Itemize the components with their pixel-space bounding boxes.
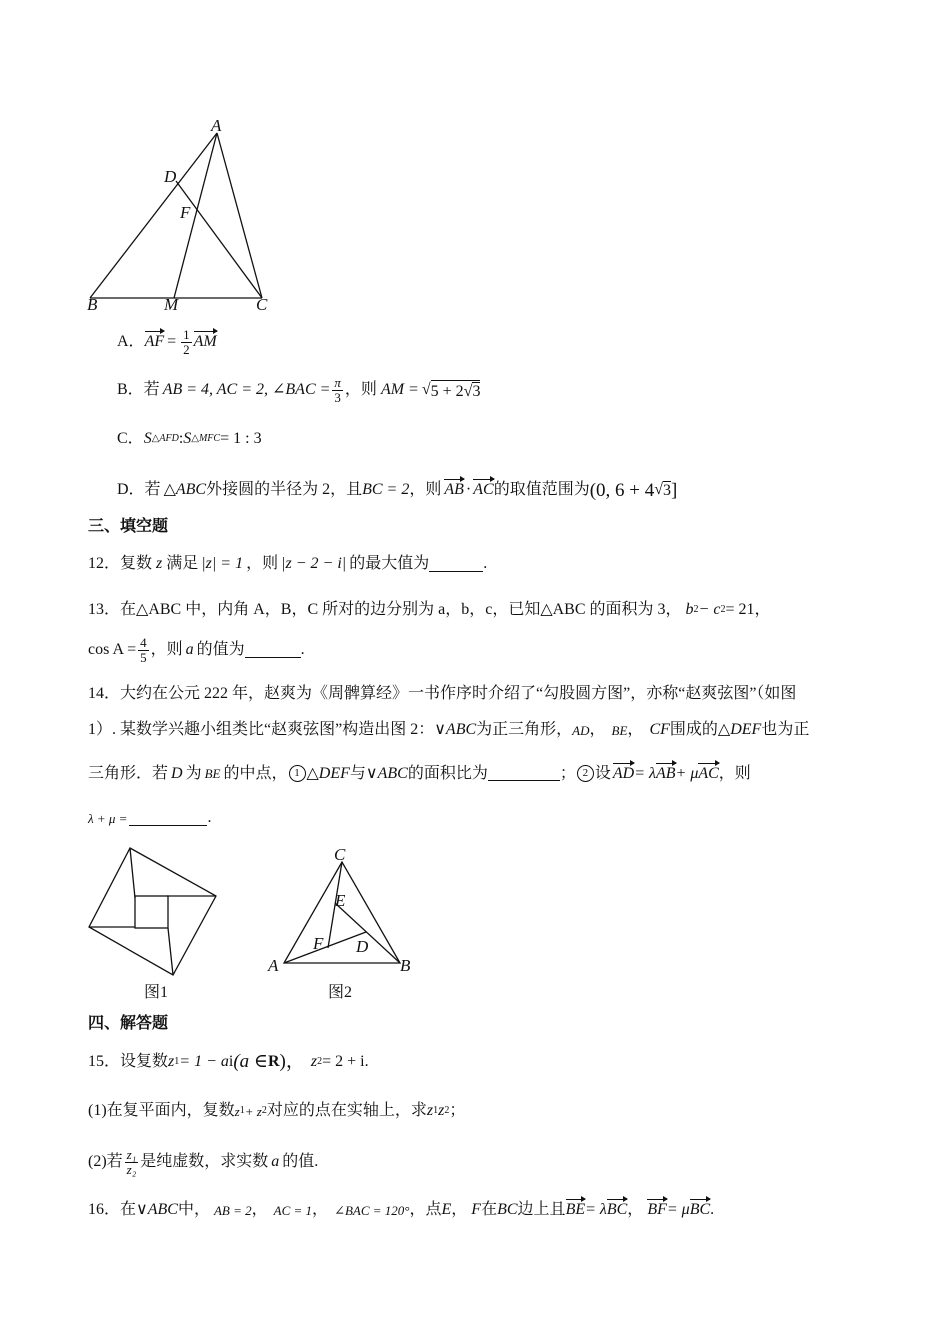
option-d[interactable] — [117, 478, 677, 502]
question-16 — [88, 1202, 714, 1218]
radical-body — [431, 380, 481, 400]
p2b: 是纯虚数，求实数 — [140, 1153, 269, 1170]
tri-abc: ∨ABC — [434, 721, 477, 738]
fraction-half — [181, 328, 192, 356]
fig2-label-D: D — [356, 937, 369, 956]
range-close: ] — [671, 479, 678, 501]
q14-line2a: 1）. 某数学兴趣小组类比“赵爽弦图”构造出图 2： — [88, 721, 435, 738]
q13-t2: ，则 — [150, 641, 183, 658]
q14-line3c: 为 — [185, 764, 202, 782]
q12-t3: ，则 — [246, 555, 279, 572]
q14-line2c: 为正三角形， — [476, 721, 573, 738]
paren-open: (a ∈ — [233, 1051, 268, 1072]
colon: : — [178, 430, 184, 447]
fraction-4-5 — [138, 636, 149, 664]
frac-den: z₂ — [126, 1161, 137, 1177]
reals-R: R — [267, 1052, 280, 1070]
question-15 — [88, 1052, 369, 1071]
q14-num: 14． — [88, 685, 121, 702]
p2c: 的值. — [282, 1153, 319, 1170]
question-14-line1 — [88, 686, 796, 702]
q16-end: . — [710, 1201, 715, 1218]
inner-radical: 3 — [472, 383, 481, 400]
figure-1-caption: 图1 — [144, 984, 169, 1001]
option-b-cond: AB = 4, AC = 2, ∠BAC = — [162, 381, 331, 398]
answer-blank-2[interactable] — [129, 811, 207, 826]
q14-line3g: 与 — [349, 764, 366, 782]
option-a[interactable] — [117, 324, 217, 360]
area-s2: S — [183, 430, 192, 447]
p1-cs1: 1 — [433, 1105, 439, 1116]
circled-2: 2 — [577, 765, 594, 782]
imag-i: i — [228, 1052, 234, 1070]
vector-am: AM — [193, 333, 217, 350]
vector-bf: BF — [647, 1201, 667, 1218]
question-15-part2 — [88, 1142, 318, 1182]
mu-term: + μ — [675, 764, 699, 782]
frac-num: 4 — [140, 634, 147, 650]
z1-sub: 1 — [174, 1055, 180, 1067]
option-d-text2: ，则 — [409, 481, 442, 498]
fig2-label-B: B — [400, 956, 411, 975]
label-D: D — [164, 167, 177, 186]
frac-den: 3 — [334, 389, 341, 405]
p1-c: z — [426, 1102, 434, 1119]
answer-blank-1[interactable] — [488, 766, 560, 781]
section-4-title: 四、解答题 — [88, 1015, 169, 1032]
seg-be: BE — [611, 722, 628, 738]
label-B: B — [87, 295, 98, 314]
area-s1-sub: △AFD — [151, 433, 179, 444]
fig2-label-C: C — [334, 845, 346, 864]
eq-b: b — [685, 601, 694, 618]
z2-eq: = 2 + i. — [322, 1052, 369, 1070]
p1-s1: 1 — [239, 1105, 245, 1116]
vector-ac: AC — [473, 481, 494, 498]
option-b[interactable] — [117, 371, 480, 409]
p2a: (2)若 — [88, 1153, 123, 1170]
question-13-line2 — [88, 632, 305, 668]
label-M: M — [164, 295, 179, 314]
vector-ad: AD — [612, 764, 635, 782]
var-z2: z — [310, 1052, 318, 1070]
paren-close: )， — [279, 1051, 305, 1072]
p1-s2: 2 — [261, 1105, 267, 1116]
vector-be: BE — [565, 1201, 586, 1218]
p1-ds2: 2 — [444, 1105, 450, 1116]
q14-line3j: ； — [559, 764, 576, 782]
option-b-then: ，则 — [344, 381, 377, 398]
radical-sign: √ — [421, 381, 431, 398]
frac-num: z₁ — [126, 1146, 137, 1162]
var-a: a — [185, 641, 194, 658]
label-A: A — [211, 116, 222, 135]
figure-2-caption: 图2 — [328, 984, 353, 1001]
fig2-label-F: F — [313, 934, 324, 953]
point-d: D — [171, 764, 183, 782]
eq-mid: − c — [698, 601, 721, 618]
q16-num: 16． — [88, 1201, 121, 1218]
tri-def: △DEF — [717, 721, 762, 738]
eq-end: = 21， — [725, 601, 771, 618]
q13-end: . — [300, 641, 305, 658]
q16-t4: 在 — [481, 1201, 498, 1218]
label-F: F — [180, 203, 191, 222]
tri-def-2: △DEF — [306, 764, 350, 782]
vector-ab: AB — [444, 481, 464, 498]
p1-plus: + z — [244, 1103, 262, 1119]
equals: = — [167, 333, 177, 350]
q12-t2: 满足 — [166, 555, 199, 572]
q14-line2e: ， — [589, 721, 606, 738]
q16-tri: ∨ABC — [136, 1201, 178, 1218]
sup-2b: 2 — [720, 604, 726, 615]
p1a: (1)在复平面内，复数 — [88, 1102, 235, 1119]
label-C: C — [256, 295, 268, 314]
q14-line3n: ，则 — [718, 764, 751, 782]
q13-t3: 的值为 — [196, 641, 245, 658]
q16-t2: 中， — [177, 1201, 210, 1218]
frac-num: π — [334, 374, 341, 390]
q14-line1: 大约在公元 222 年，赵爽为《周髀算经》一书作序时介绍了“勾股圆方图”，亦称“赵爽弦图”（如图 — [120, 685, 797, 702]
answer-blank[interactable] — [245, 643, 301, 658]
q16-ac: AC = 1 — [273, 1202, 313, 1218]
frac-den: 2 — [183, 341, 190, 357]
q14-end: . — [207, 809, 212, 826]
q14-line3a: 三角形．若 — [88, 764, 169, 782]
question-13-line1 — [88, 602, 770, 618]
q14-line3e: 的中点， — [223, 764, 288, 782]
question-15-part1 — [88, 1103, 465, 1119]
q16-angle: ∠BAC = 120° — [334, 1202, 410, 1218]
q14-line3k: 设 — [594, 764, 611, 782]
option-b-label: B．若 — [117, 381, 160, 398]
answer-blank[interactable] — [429, 557, 483, 572]
q16-c1: ， — [251, 1201, 268, 1218]
q12-end: . — [483, 555, 488, 572]
frac-den: 5 — [140, 649, 147, 665]
q14-line2g: ， — [627, 721, 644, 738]
frac-num: 1 — [183, 326, 190, 342]
vector-ac-2: AC — [698, 764, 719, 782]
q16-E: E — [441, 1201, 452, 1218]
abs-expr: |z − 2 − i| — [281, 555, 347, 572]
q16-eq1: = λ — [585, 1201, 607, 1218]
q16-t5: 边上且 — [517, 1201, 566, 1218]
option-d-text3: 的取值范围为 — [493, 481, 590, 498]
vector-bc-2: BC — [689, 1201, 711, 1218]
option-c-label: C． — [117, 430, 144, 447]
radical-inner: 5 + 2 — [430, 383, 464, 400]
figure-1-zhao-shuang — [88, 845, 228, 985]
q14-line2k: 也为正 — [761, 721, 810, 738]
question-12 — [88, 556, 487, 572]
fraction-z1-z2 — [125, 1148, 139, 1176]
q12-t4: 的最大值为 — [349, 555, 430, 572]
q15-num: 15． — [88, 1052, 121, 1070]
dot: · — [465, 481, 472, 498]
q12-t1: 复数 — [120, 555, 153, 572]
option-c[interactable] — [117, 428, 262, 450]
q16-bc: BC — [497, 1201, 518, 1218]
q16-c3: ， — [451, 1201, 468, 1218]
q14-line2i: 围成的 — [669, 721, 718, 738]
q16-ab: AB = 2 — [213, 1202, 252, 1218]
q14-line3i: 的面积比为 — [407, 764, 488, 782]
z2-sub: 2 — [317, 1055, 323, 1067]
p1-z: z — [234, 1103, 240, 1119]
option-b-am: AM = — [380, 381, 419, 398]
circled-1: 1 — [289, 765, 306, 782]
vector-ab-2: AB — [655, 764, 676, 782]
q16-t3: ，点 — [409, 1201, 442, 1218]
seg-ad: AD — [572, 722, 590, 738]
question-14-line2 — [88, 722, 809, 738]
fig2-label-A: A — [268, 956, 279, 975]
fraction-pi-3 — [332, 376, 343, 404]
range-open: (0, 6 + 4 — [589, 479, 655, 501]
q16-eq2: = μ — [666, 1201, 690, 1218]
question-14-line4 — [88, 810, 211, 826]
vector-af: AF — [144, 333, 165, 350]
fig2-label-E: E — [335, 891, 346, 910]
area-s1: S — [143, 430, 152, 447]
p1e: ； — [449, 1102, 466, 1119]
option-d-label: D．若 — [117, 481, 161, 498]
option-d-text1: 外接圆的半径为 2，且 — [206, 481, 363, 498]
p2-var-a: a — [271, 1153, 280, 1170]
vector-bc-1: BC — [606, 1201, 628, 1218]
range-radical: 3 — [663, 482, 672, 499]
p1b: 对应的点在实轴上，求 — [266, 1102, 427, 1119]
question-14-line3 — [88, 765, 751, 782]
q16-c2: ， — [312, 1201, 329, 1218]
cos-a: cos A = — [88, 641, 137, 658]
range-radical-sign: √ — [654, 481, 664, 498]
var-z1: z — [168, 1052, 175, 1070]
seg-be-2: BE — [204, 766, 221, 781]
p1-d: z — [438, 1102, 445, 1119]
q13-line1: 在△ABC 中，内角 A，B，C 所对的边分别为 a，b，c，已知△ABC 的面积为 3， — [120, 601, 682, 618]
q16-c4: ， — [627, 1201, 644, 1218]
q16-t1: 在 — [120, 1201, 137, 1218]
area-s2-sub: △MFC — [191, 433, 221, 444]
option-a-label: A． — [117, 333, 145, 350]
lambda-plus-mu: λ + μ = — [88, 810, 128, 826]
abs-z: |z| = 1 — [201, 555, 244, 572]
q13-num: 13． — [88, 601, 121, 618]
ratio: = 1 : 3 — [220, 430, 262, 447]
inner-radical-sign: √ — [463, 383, 473, 400]
var-z: z — [156, 555, 163, 572]
section-3-title: 三、填空题 — [88, 518, 169, 535]
seg-cf: CF — [649, 721, 670, 738]
q12-num: 12． — [88, 555, 121, 572]
figure-2-triangle — [280, 840, 440, 980]
q16-F: F — [471, 1201, 482, 1218]
bc-eq: BC = 2 — [362, 481, 410, 498]
triangle-abc: △ABC — [163, 481, 207, 498]
z1-eq: = 1 − a — [179, 1052, 229, 1070]
tri-abc-2: ∨ABC — [365, 764, 408, 782]
q15-t1: 设复数 — [120, 1052, 169, 1070]
lambda-term: = λ — [634, 764, 656, 782]
sup-2a: 2 — [693, 604, 699, 615]
